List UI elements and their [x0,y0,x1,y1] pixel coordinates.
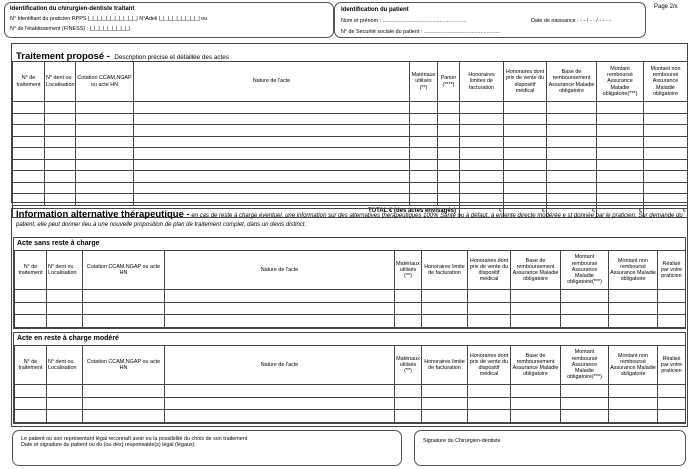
col-header: Montant non remboursé Assurance Maladie obligatoire [609,346,658,385]
col-header: Base de remboursement Assurance Maladie obligatoire [511,346,561,385]
col-header: Honoraires limite de facturation [422,251,468,290]
table-row[interactable] [15,290,686,303]
patient-title: Identification du patient [341,7,409,13]
col-header: N° de traitement [15,251,47,290]
table-row[interactable] [13,171,688,183]
col-header: Panier (****) [438,62,460,102]
consent-signature-label: Date et signature du patient ou du (ou des) responsable(s) légal (légaux) [21,442,195,448]
modere-header-row [15,346,686,385]
col-header: Cotation CCAM,NGAP ou acte HN [83,346,165,385]
table-row[interactable] [15,410,686,423]
col-header: Cotation CCAM,NGAP ou acte HN [76,62,134,102]
treatment-table [12,61,688,218]
table-row[interactable] [13,113,688,125]
table-row[interactable] [15,302,686,315]
consent-text: Le patient ou son représentant légal reconnaît avoir eu la possibilité du choix de son traitement [21,436,248,442]
table-row[interactable] [13,102,688,114]
treatment-title: Traitement proposé - [16,51,110,62]
col-header: N° de traitement [13,62,45,102]
patient-consent-box[interactable] [12,430,402,466]
col-header: Réalisé par votre praticien [658,251,686,290]
modere-title: Acte en reste à charge modéré [17,335,119,342]
table-row[interactable] [15,385,686,398]
practitioner-rpps-line[interactable]: N° Identifiant du praticien RPPS |_|_|_|_|_|_|_|_|_|_|_| N°Adeli |_|_|_|_|_|_|_|_|_| ou [10,16,208,22]
col-header: Montant remboursé Assurance Maladie obligatoire(***) [597,62,644,102]
col-header: Honoraires dont prix de vente du dispositif médical [468,346,511,385]
alternative-title: Information alternative thérapeutique - [16,209,190,220]
total-montant-non-rembourse[interactable]: € [644,205,688,217]
total-base-remboursement[interactable]: € [547,205,597,217]
col-header: Base de remboursement Assurance Maladie obligatoire [547,62,597,102]
col-header: Honoraires limite de facturation [422,346,468,385]
total-label: TOTAL € (des actes envisagés) [13,205,460,217]
col-header: Montant remboursé Assurance Maladie obligatoire(***) [561,251,609,290]
practitioner-box [4,2,334,38]
table-row[interactable] [13,136,688,148]
practitioner-title: Identification du chirurgien-dentiste traitant [10,6,135,12]
practitioner-finess-line[interactable]: N° de l'établissement (FINESS) : |_|_|_|_|_|_|_|_|_| [10,26,131,32]
treatment-subtitle: Description précise et détaillée des actes [114,54,229,61]
col-header: Matériaux utilisés (**) [395,346,422,385]
col-header: Montant remboursé Assurance Maladie obligatoire(***) [561,346,609,385]
total-prix-dispositif[interactable]: € [504,205,547,217]
table-row[interactable] [13,148,688,160]
col-header: Honoraires dont prix de vente du dispositif médical [504,62,547,102]
total-honoraires[interactable]: € [460,205,504,217]
col-header: Base de remboursement Assurance Maladie obligatoire [511,251,561,290]
col-header: Matériaux utilisés (**) [410,62,438,102]
col-header: Réalisé par votre praticien [658,346,686,385]
patient-name-field[interactable]: Nom et prénom : ........................................................ [341,18,467,24]
col-header: N° de traitement [15,346,47,385]
col-header: N° dent ou Localisation [47,251,83,290]
dentist-signature-label: Signature du Chirurgien-dentiste [423,438,501,444]
col-header: Montant non remboursé Assurance Maladie obligatoire [609,251,658,290]
patient-box [334,2,646,38]
sans-reste-header-row [15,251,686,290]
col-header: Nature de l'acte [165,251,395,290]
col-header: Cotation CCAM,NGAP ou acte HN [83,251,165,290]
col-header: N° dent ou Localisation [47,346,83,385]
page-number: Page 2/x [654,4,678,10]
table-row[interactable] [15,397,686,410]
col-header: Honoraires limites de facturation [460,62,504,102]
total-montant-rembourse[interactable]: € [597,205,644,217]
col-header: Nature de l'acte [134,62,410,102]
col-header: Nature de l'acte [165,346,395,385]
table-row[interactable] [15,315,686,328]
table-row[interactable] [13,125,688,137]
col-header: Honoraires dont prix de vente du dispositif médical [468,251,511,290]
patient-ss-field[interactable]: N° de Sécurité sociale du patient : ................................................... [341,29,501,35]
treatment-header-row [13,62,688,102]
col-header: Matériaux utilisés (**) [395,251,422,290]
alternative-text: en cas de reste à charge éventuel, une information sur des alternatives thérapeutiques 100% Santé ou à défaut, à entente directe modérée e st donnée par le praticien. Sur demande du patient, elle peut donner lieu à une nouvelle proposition de plan de traitement complet, dans un devis distinct. [16,213,683,228]
sans-reste-title: Acte sans reste à charge [17,240,100,247]
table-row[interactable] [13,182,688,194]
col-header: N° dent ou Localisation [45,62,76,102]
sans-reste-table [14,250,686,328]
table-row[interactable] [13,159,688,171]
modere-table [14,345,686,423]
patient-birthdate-field[interactable]: Date de naissance : - - / - - / - - - - [531,18,611,24]
dentist-signature-box[interactable] [414,430,686,466]
col-header: Montant non remboursé Assurance Maladie obligatoire [644,62,688,102]
alternative-header [16,211,684,229]
table-row[interactable] [13,194,688,206]
